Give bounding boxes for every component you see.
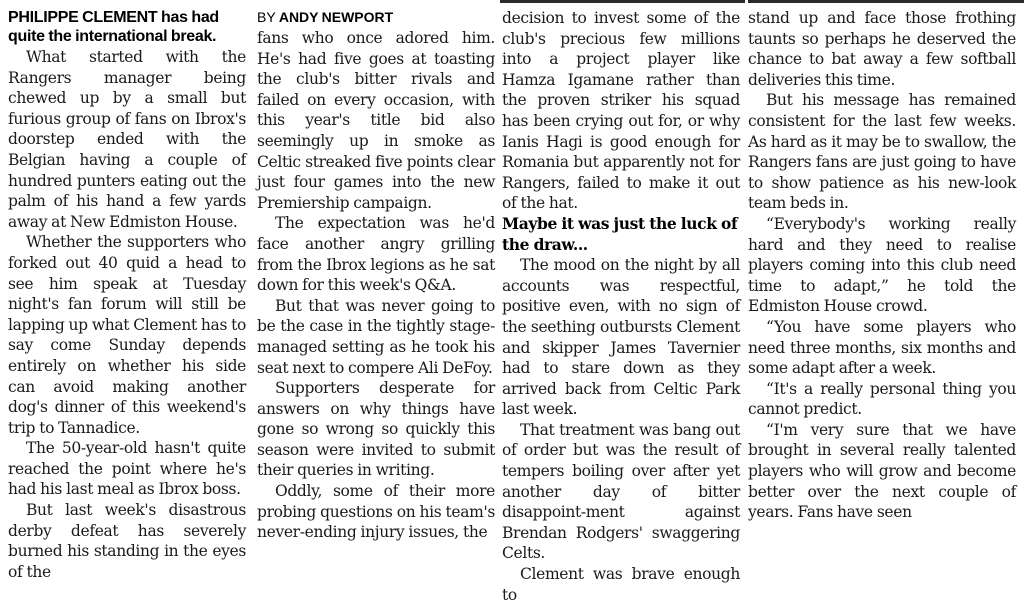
article-paragraph: But that was never going to be the case in the tightly stage-managed setting as he took his seat next to compere Ali DeFoy. <box>257 296 495 377</box>
article-subheading: Maybe it was just the luck of the draw... <box>502 213 738 254</box>
article-paragraph: Whether the supporters who forked out 40 quid a head to see him speak at Tuesday night's fan forum will still be lapping up what Clement has to say come Sunday depends entirely on whether his side can avoid making another dog's dinner of this weekend's trip to Tannadice. <box>8 233 246 437</box>
article-paragraph: But his message has remained consistent for the last few weeks. As hard as it may be to swallow, the Rangers fans are just going to have to show patience as his new-look team beds in. <box>748 91 1016 213</box>
byline-author: ANDY NEWPORT <box>278 9 394 25</box>
article-column-4 <box>748 8 1016 523</box>
article-paragraph: The 50-year-old hasn't quite reached the point where he's had his last meal as Ibrox boss. <box>8 439 246 499</box>
article-paragraph-continued <box>748 8 1016 90</box>
article-paragraph <box>257 481 495 543</box>
article-paragraph <box>8 500 246 582</box>
article-column-3 <box>502 8 740 605</box>
byline <box>257 8 495 27</box>
article-headline: PHILIPPE CLEMENT has had quite the international break. <box>8 9 219 45</box>
article-paragraph: Supporters desperate for answers on why things have gone so wrong so quickly this season were invited to submit their queries in writing. <box>257 379 495 480</box>
article-paragraph <box>502 564 740 605</box>
column-top-rule <box>500 0 745 3</box>
article-paragraph: “It's a really personal thing you cannot predict. <box>748 379 1016 419</box>
paragraph-start: Oddly, some of their more probing questions on his team's never-ending injury issues, the <box>257 482 495 542</box>
article-paragraph-continued <box>502 8 740 214</box>
article-paragraph: That treatment was bang out of order but was the result of tempers boiling over after yet another day of bitter disappoint-ment against Brendan Rodgers' swaggering Celts. <box>502 420 740 563</box>
article-paragraph-continued <box>257 28 495 213</box>
article-paragraph: The expectation was he'd face another angry grilling from the Ibrox legions as he sat down for this week's Q&A. <box>257 214 495 295</box>
article-column-2 <box>257 8 495 543</box>
paragraph-continuation: stand up and face those frothing taunts so perhaps he deserved the chance to bat away a few softball deliveries this time. <box>748 9 1016 89</box>
paragraph-continuation: decision to invest some of the club's precious few millions into a project player like Hamza Igamane rather than the proven striker his squad has been crying out for, or why Ianis Hagi is good enough for Romania but apparently not for Rangers, failed to make it out of the hat. <box>502 9 740 213</box>
article-paragraph: “Everybody's working really hard and they need to realise players coming into this club need time to adapt,” he told the Edmiston House crowd. <box>748 214 1016 316</box>
article-paragraph: “You have some players who need three months, six months and some adapt after a week. <box>748 317 1016 378</box>
paragraph-start: But last week's disastrous derby defeat has severely burned his standing in the eyes of the <box>8 501 246 581</box>
paragraph-continuation: fans who once adored him. He's had five goes at toasting the club's bitter rivals and failed on every occasion, with this year's title bid also seemingly up in smoke as Celtic streaked five points clear just four games into the new Premiership campaign. <box>257 29 495 212</box>
article-paragraph: The mood on the night by all accounts was respectful, positive even, with no sign of the seething outbursts Clement and skipper James Tavernier had to stare down as they arrived back from Celtic Park last week. <box>502 256 740 419</box>
article-paragraph: “I'm very sure that we have brought in several really talented players who will grow and become better over the next couple of years. Fans have seen <box>748 420 1016 522</box>
paragraph-start: Clement was brave enough to <box>502 565 740 604</box>
column-top-rule <box>748 0 1024 3</box>
article-paragraph: What started with the Rangers manager being chewed up by a small but furious group of fans on Ibrox's doorstep ended with the Belgian having a couple of hundred punters eating out the palm of his hand a few yards away at New Edmiston House. <box>8 48 246 231</box>
byline-prefix: BY <box>257 9 276 25</box>
article-column-1 <box>8 8 246 582</box>
